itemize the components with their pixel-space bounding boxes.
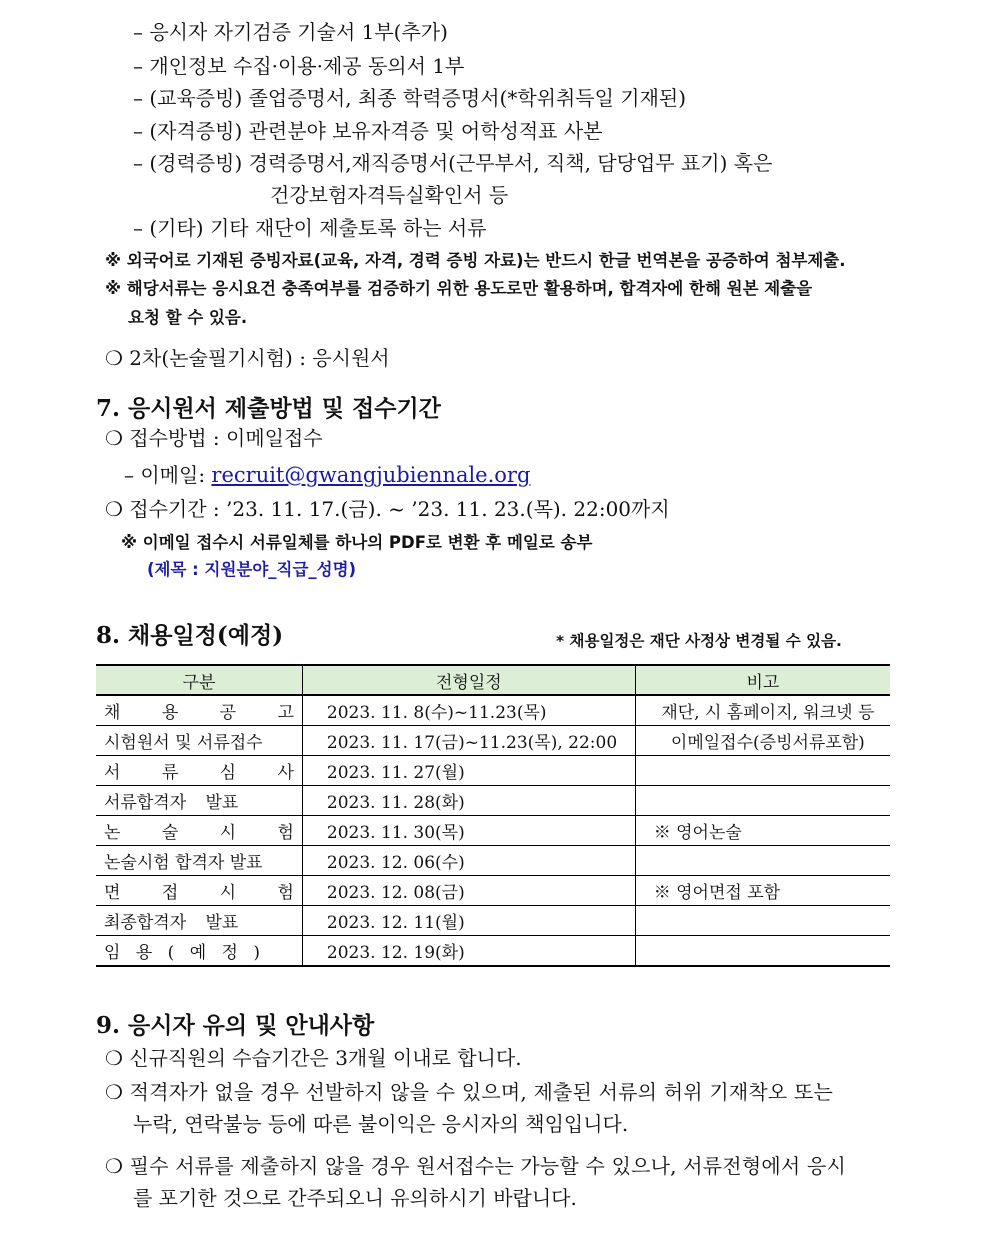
doc-item-education: – (교육증빙) 졸업증명서, 최종 학력증명서(*학위취득일 기재된) — [133, 86, 687, 110]
row-remarks: 재단, 시 홈페이지, 워크넷 등 — [635, 695, 890, 726]
row-schedule: 2023. 11. 17(금)~11.23(목), 22:00 — [302, 726, 635, 756]
row-schedule: 2023. 12. 08(금) — [302, 876, 635, 906]
doc-item-other: – (기타) 기타 재단이 제출토록 하는 서류 — [133, 216, 487, 240]
row-schedule: 2023. 11. 30(목) — [302, 816, 635, 846]
row-category: 시험원서 및 서류접수 — [96, 726, 302, 756]
row-category: 서류합격자 발표 — [96, 786, 302, 816]
table-row — [96, 906, 890, 936]
row-remarks — [635, 756, 890, 786]
row-schedule: 2023. 12. 06(수) — [302, 846, 635, 876]
table-row — [96, 846, 890, 876]
row-category: 채 용 공 고 — [96, 695, 302, 726]
table-row — [96, 695, 890, 726]
pdf-note: ※ 이메일 접수시 서류일체를 하나의 PDF로 변환 후 메일로 송부 — [121, 533, 593, 552]
row-remarks: ※ 영어논술 — [635, 816, 890, 846]
doc-item-career: – (경력증빙) 경력증명서,재직증명서(근무부서, 직책, 담당업무 표기) 혹은 — [133, 151, 773, 175]
row-schedule: 2023. 11. 8(수)~11.23(목) — [302, 695, 635, 726]
row-remarks — [635, 936, 890, 967]
row-category: 최종합격자 발표 — [96, 906, 302, 936]
row-remarks — [635, 786, 890, 816]
doc-item-privacy-consent: – 개인정보 수집·이용·제공 동의서 1부 — [133, 54, 465, 78]
header-category: 구분 — [96, 665, 302, 695]
row-category: 논술시험 합격자 발표 — [96, 846, 302, 876]
email-line — [124, 461, 530, 489]
table-row — [96, 816, 890, 846]
table-row — [96, 936, 890, 967]
notice-no-candidate-cont: 누락, 연락불능 등에 따른 불이익은 응시자의 책임입니다. — [133, 1112, 629, 1136]
email-label: – 이메일: — [124, 463, 212, 487]
notice-required-docs: ❍ 필수 서류를 제출하지 않을 경우 원서접수는 가능할 수 있으나, 서류전형에서 응시 — [105, 1154, 846, 1178]
row-category: 서 류 심 사 — [96, 756, 302, 786]
schedule-table — [96, 664, 890, 967]
row-schedule: 2023. 12. 19(화) — [302, 936, 635, 967]
row-schedule: 2023. 12. 11(월) — [302, 906, 635, 936]
notice-probation: ❍ 신규직원의 수습기간은 3개월 이내로 합니다. — [105, 1046, 522, 1070]
doc-item-self-verification: – 응시자 자기검증 기술서 1부(추가) — [133, 20, 448, 44]
notice-required-docs-cont: 를 포기한 것으로 간주되오니 유의하시기 바랍니다. — [133, 1186, 577, 1210]
row-remarks: ※ 영어면접 포함 — [635, 876, 890, 906]
table-row — [96, 876, 890, 906]
notice-no-candidate: ❍ 적격자가 없을 경우 선발하지 않을 수 있으며, 제출된 서류의 허위 기재착오 또는 — [105, 1080, 834, 1104]
email-link[interactable]: recruit@gwangjubiennale.org — [211, 463, 531, 487]
row-category: 논 술 시 험 — [96, 816, 302, 846]
row-schedule: 2023. 11. 28(화) — [302, 786, 635, 816]
table-row — [96, 756, 890, 786]
note-document-usage: ※ 해당서류는 응시요건 충족여부를 검증하기 위한 용도로만 활용하며, 합격자에 한해 원본 제출을 — [105, 279, 813, 298]
submission-period: ❍ 접수기간 : ’23. 11. 17.(금). ~ ’23. 11. 23.(목). 22:00까지 — [105, 497, 670, 521]
row-schedule: 2023. 11. 27(월) — [302, 756, 635, 786]
doc-item-certification: – (자격증빙) 관련분야 보유자격증 및 어학성적표 사본 — [133, 119, 603, 143]
schedule-remark: * 채용일정은 재단 사정상 변경될 수 있음. — [556, 632, 842, 650]
row-remarks — [635, 906, 890, 936]
submission-method: ❍ 접수방법 : 이메일접수 — [105, 426, 323, 450]
row-remarks: 이메일접수(증빙서류포함) — [635, 726, 890, 756]
row-category: 임 용 ( 예 정 ) — [96, 936, 302, 967]
section9-title: 9. 응시자 유의 및 안내사항 — [96, 1012, 375, 1039]
row-category: 면 접 시 험 — [96, 876, 302, 906]
note-document-usage-cont: 요청 할 수 있음. — [128, 308, 248, 327]
table-header-row — [96, 665, 890, 695]
section8-title: 8. 채용일정(예정) — [96, 622, 284, 649]
email-subject-note: (제목 : 지원분야_직급_성명) — [147, 560, 357, 579]
table-row — [96, 726, 890, 756]
header-remarks: 비고 — [635, 665, 890, 695]
note-foreign-language: ※ 외국어로 기재된 증빙자료(교육, 자격, 경력 증빙 자료)는 반드시 한글 번역본을 공증하여 첨부제출. — [105, 251, 846, 270]
header-schedule: 전형일정 — [302, 665, 635, 695]
row-remarks — [635, 846, 890, 876]
table-row — [96, 786, 890, 816]
doc-item-career-cont: 건강보험자격득실확인서 등 — [270, 183, 509, 207]
section7-title: 7. 응시원서 제출방법 및 접수기간 — [96, 395, 441, 422]
second-round-docs: ❍ 2차(논술필기시험) : 응시원서 — [105, 346, 390, 370]
